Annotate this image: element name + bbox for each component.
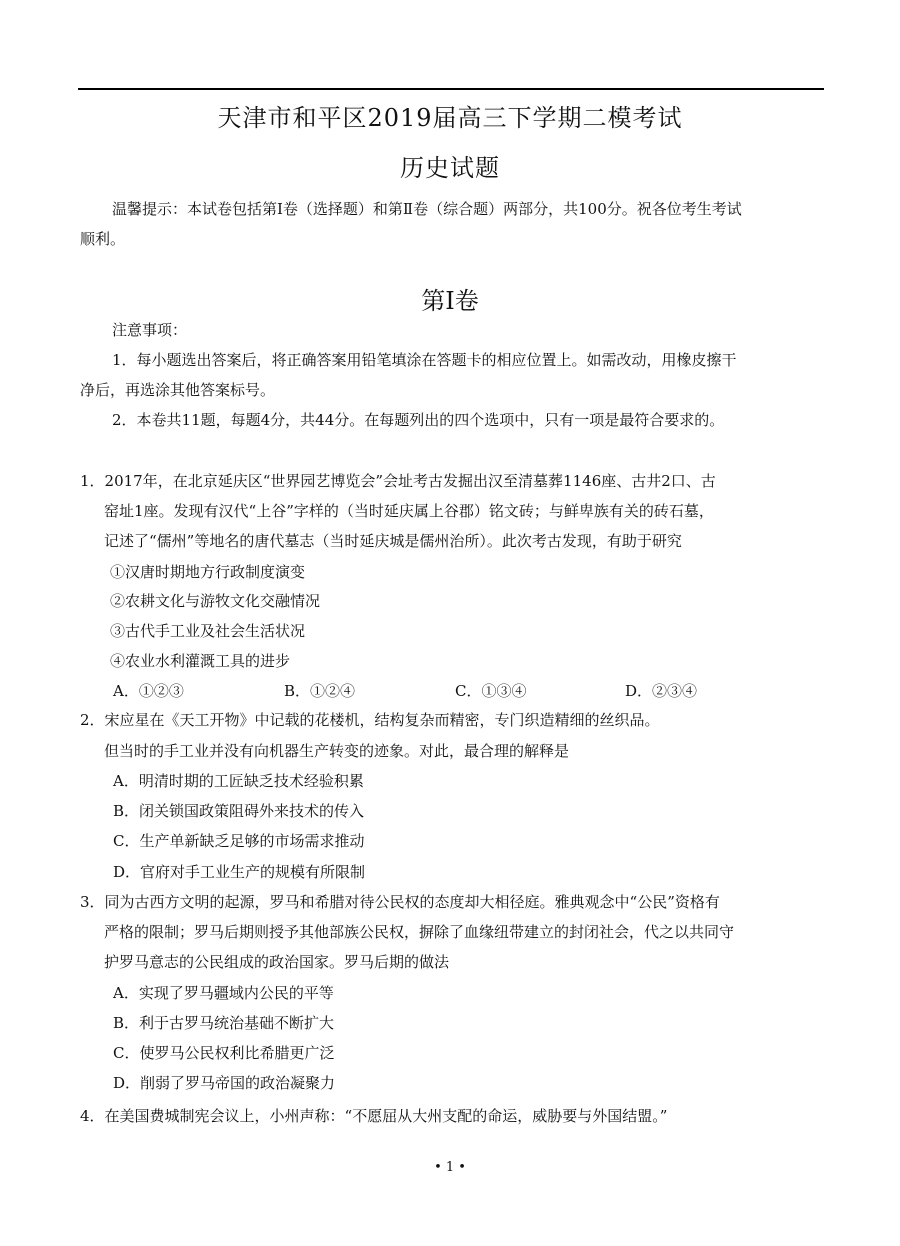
tip-line-1: 温馨提示：本试卷包括第Ⅰ卷（选择题）和第Ⅱ卷（综合题）两部分，共100分。祝各位考生考试: [112, 200, 742, 218]
q1-item-1: ①汉唐时期地方行政制度演变: [110, 563, 306, 581]
tip-line-2: 顺利。: [80, 230, 126, 248]
q3-option-d: D．削弱了罗马帝国的政治凝聚力: [113, 1074, 336, 1092]
q1-stem-line-1: 1．2017年，在北京延庆区“世界园艺博览会”会址考古发掘出汉至清墓葬1146座、古井2口、古: [80, 472, 716, 490]
notice-label: 注意事项：: [112, 321, 188, 339]
q1-item-2: ②农耕文化与游牧文化交融情况: [110, 592, 321, 610]
page-number: • 1 •: [434, 1160, 466, 1175]
exam-title: 天津市和平区2019届高三下学期二模考试: [217, 104, 683, 132]
q3-option-b: B．利于古罗马统治基础不断扩大: [113, 1014, 335, 1032]
notice-1-line-1: 1．每小题选出答案后，将正确答案用铅笔填涂在答题卡的相应位置上。如需改动，用橡皮擦干: [112, 351, 737, 369]
top-rule: [78, 88, 824, 90]
q1-stem-line-2: 窑址1座。发现有汉代“上谷”字样的（当时延庆属上谷郡）铭文砖；与鲜卑族有关的砖石墓，: [104, 502, 714, 520]
q2-stem-line-2: 但当时的手工业并没有向机器生产转变的迹象。对此，最合理的解释是: [104, 742, 570, 760]
section-title: 第Ⅰ卷: [421, 287, 479, 315]
notice-1-line-2: 净后，再选涂其他答案标号。: [80, 381, 276, 399]
q3-stem-line-2: 严格的限制；罗马后期则授予其他部族公民权，摒除了血缘纽带建立的封闭社会，代之以共同守: [104, 923, 735, 941]
q3-stem-line-1: 3．同为古西方文明的起源，罗马和希腊对待公民权的态度却大相径庭。雅典观念中“公民”资格有: [80, 893, 720, 911]
q2-option-c: C．生产单新缺乏足够的市场需求推动: [113, 832, 365, 850]
q1-option-b: B．①②④: [284, 682, 356, 700]
exam-subtitle: 历史试题: [400, 154, 500, 182]
q3-option-c: C．使罗马公民权利比希腊更广泛: [113, 1044, 335, 1062]
notice-2: 2．本卷共11题，每题4分，共44分。在每题列出的四个选项中，只有一项是最符合要求的。: [112, 411, 725, 429]
q2-stem-line-1: 2．宋应星在《天工开物》中记载的花楼机，结构复杂而精密，专门织造精细的丝织品。: [80, 711, 660, 729]
q2-option-b: B．闭关锁国政策阻碍外来技术的传入: [113, 802, 365, 820]
q1-item-4: ④农业水利灌溉工具的进步: [110, 652, 291, 670]
q1-item-3: ③古代手工业及社会生活状况: [110, 622, 306, 640]
q3-stem-line-3: 护罗马意志的公民组成的政治国家。罗马后期的做法: [104, 953, 450, 971]
q2-option-d: D．官府对手工业生产的规模有所限制: [113, 863, 366, 881]
q4-stem-line-1: 4．在美国费城制宪会议上，小州声称：“不愿屈从大州支配的命运，威胁要与外国结盟。”: [80, 1107, 668, 1125]
q1-option-c: C．①③④: [455, 682, 527, 700]
q1-option-d: D．②③④: [625, 682, 698, 700]
q3-option-a: A．实现了罗马疆域内公民的平等: [113, 984, 334, 1002]
q1-stem-line-3: 记述了“儒州”等地名的唐代墓志（当时延庆城是儒州治所）。此次考古发现，有助于研究: [104, 532, 682, 550]
q1-option-a: A．①②③: [113, 682, 184, 700]
q2-option-a: A．明清时期的工匠缺乏技术经验积累: [113, 772, 364, 790]
